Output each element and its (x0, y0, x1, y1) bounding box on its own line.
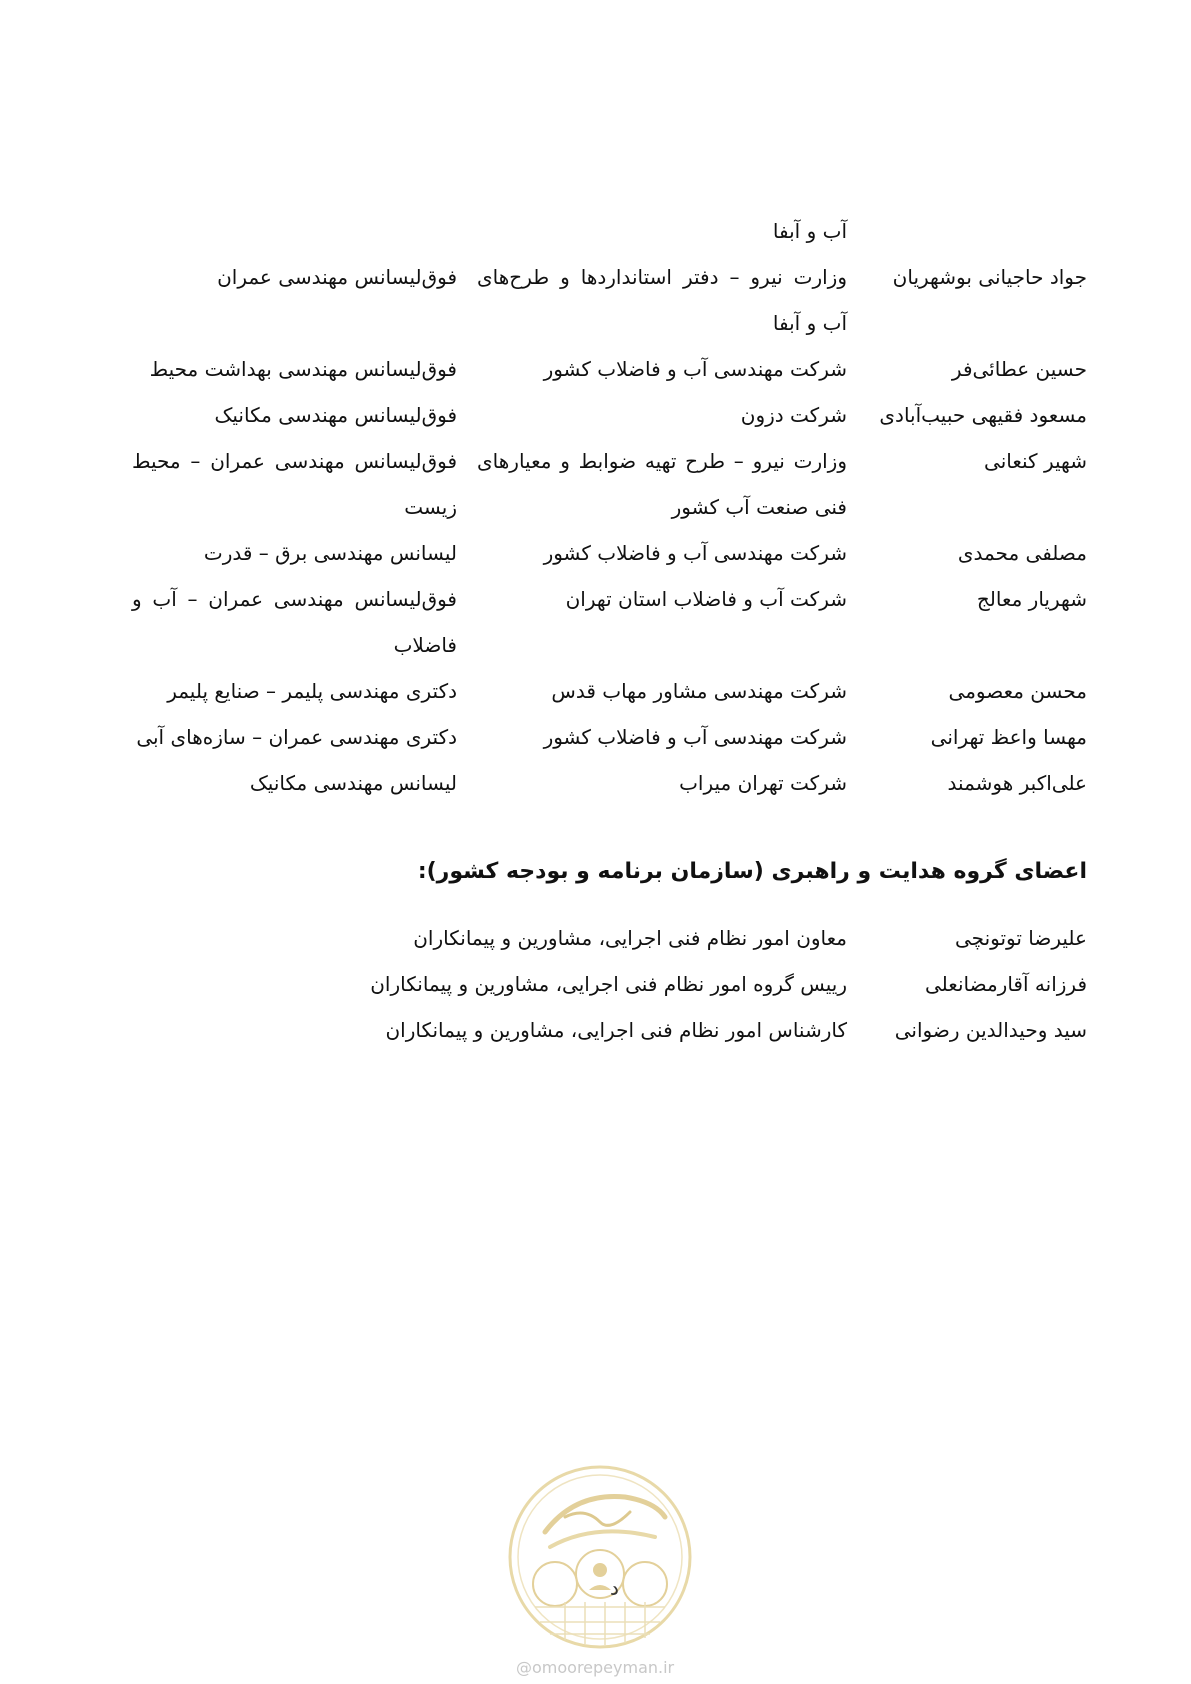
member-degree: فوق‌لیسانس مهندسی بهداشت محیط (149, 357, 457, 381)
table-row (107, 530, 1087, 576)
steering-member-name: سید وحیدالدین رضوانی (894, 1018, 1087, 1042)
member-degree: لیسانس مهندسی برق – قدرت (203, 541, 457, 565)
table-row (107, 714, 1087, 760)
member-name: جواد حاجیانی بوشهریان (892, 265, 1087, 289)
member-name: مسعود فقیهی حبیب‌آبادی (879, 403, 1087, 427)
steering-member-name: فرزانه آقارمضانعلی (925, 972, 1087, 996)
member-name: محسن معصومی (948, 679, 1087, 703)
member-organization: وزارت نیرو – دفتر استانداردها و طرح‌های آب و آبفا (477, 265, 847, 335)
member-name: حسین عطائی‌فر (951, 357, 1087, 381)
table-row (107, 1007, 1087, 1053)
table-row (107, 438, 1087, 530)
member-degree: دکتری مهندسی عمران – سازه‌های آبی (136, 725, 457, 749)
table-row (107, 392, 1087, 438)
member-name: شهیر کنعانی (984, 449, 1087, 473)
member-name: مصلفی محمدی (957, 541, 1087, 565)
member-name: علی‌اکبر هوشمند (947, 771, 1087, 795)
member-degree: لیسانس مهندسی مکانیک (249, 771, 457, 795)
member-degree: دکتری مهندسی پلیمر – صنایع پلیمر (167, 679, 457, 703)
member-organization: شرکت تهران میراب (679, 771, 847, 795)
steering-member-role: کارشناس امور نظام فنی اجرایی، مشاورین و پیمانکاران (385, 1018, 847, 1042)
member-organization: شرکت مهندسی مشاور مهاب قدس (551, 679, 847, 703)
member-organization: شرکت مهندسی آب و فاضلاب کشور (543, 541, 847, 565)
steering-member-role: رییس گروه امور نظام فنی اجرایی، مشاورین و پیمانکاران (370, 972, 847, 996)
member-name: شهریار معالج (976, 587, 1087, 611)
table-row (107, 254, 1087, 346)
watermark-url: @omoorepeyman.ir (516, 1658, 675, 1677)
member-degree: فوق‌لیسانس مهندسی عمران (217, 265, 457, 289)
member-organization: شرکت مهندسی آب و فاضلاب کشور (543, 725, 847, 749)
steering-heading: اعضای گروه هدایت و راهبری (سازمان برنامه و بودجه کشور): (417, 859, 1087, 884)
table-row (107, 760, 1087, 806)
members-table (107, 208, 1087, 806)
table-row (107, 208, 1087, 254)
table-row (107, 576, 1087, 668)
member-organization: شرکت آب و فاضلاب استان تهران (565, 587, 847, 611)
page-number: د (610, 1576, 619, 1600)
member-organization: آب و آبفا (772, 219, 847, 243)
steering-table (107, 915, 1087, 1053)
member-name (847, 208, 1087, 254)
table-row (107, 915, 1087, 961)
steering-member-role: معاون امور نظام فنی اجرایی، مشاورین و پیمانکاران (413, 926, 847, 950)
member-organization: شرکت دزون (740, 403, 847, 427)
member-degree: فوق‌لیسانس مهندسی مکانیک (214, 403, 457, 427)
steering-member-name: علیرضا توتونچی (954, 926, 1087, 950)
watermark-seal-logo (505, 1462, 695, 1652)
table-row (107, 668, 1087, 714)
member-name: مهسا واعظ تهرانی (930, 725, 1087, 749)
member-degree: فوق‌لیسانس مهندسی عمران – محیط زیست (132, 449, 457, 519)
member-organization: وزارت نیرو – طرح تهیه ضوابط و معیارهای فنی صنعت آب کشور (477, 449, 847, 519)
member-degree (132, 208, 457, 254)
member-organization: شرکت مهندسی آب و فاضلاب کشور (543, 357, 847, 381)
table-row (107, 346, 1087, 392)
table-row (107, 961, 1087, 1007)
member-degree: فوق‌لیسانس مهندسی عمران – آب و فاضلاب (132, 587, 457, 657)
